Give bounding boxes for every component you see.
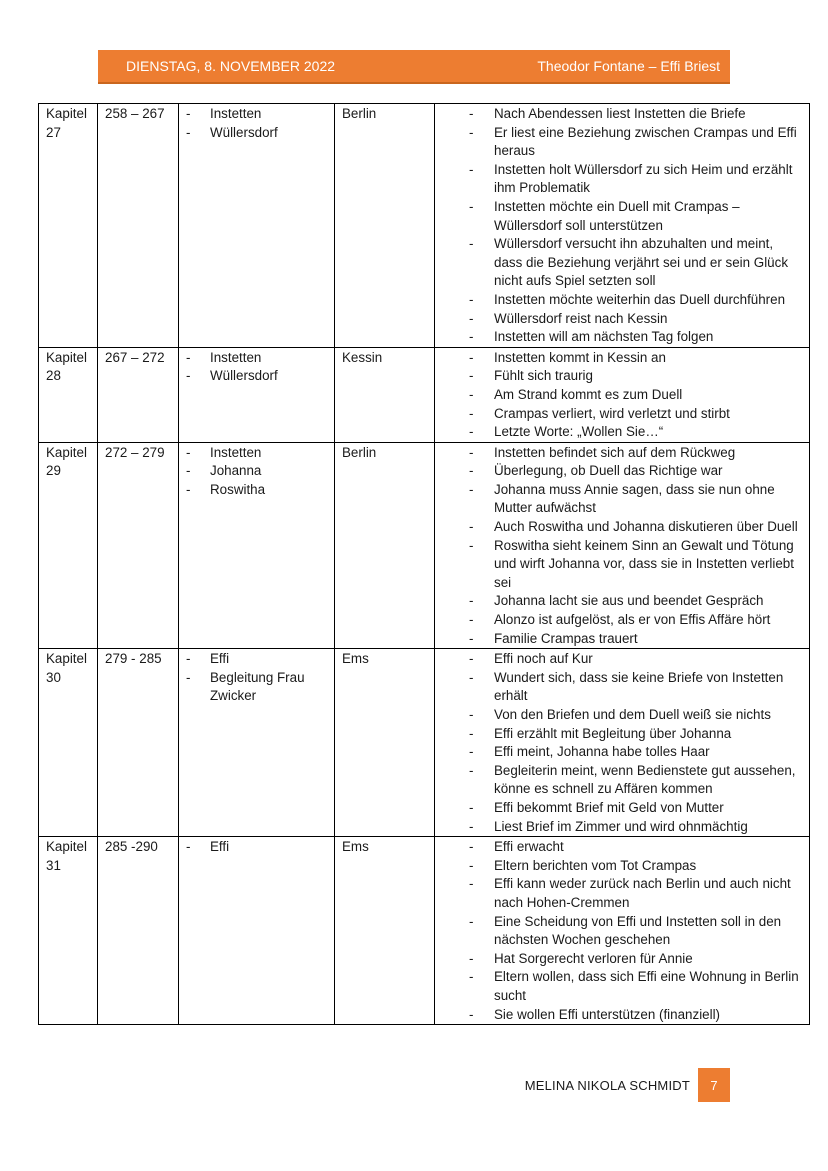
characters-list [186, 105, 328, 142]
location-cell: Ems [335, 837, 435, 1025]
event-item: - Instetten möchte ein Duell mit Crampas – Wüllersdorf soll unterstützen [442, 198, 803, 235]
event-item: - Instetten holt Wüllersdorf zu sich Heim und erzählt ihm Problematik [442, 161, 803, 198]
header-date: DIENSTAG, 8. NOVEMBER 2022 [126, 58, 336, 74]
character-item: - Johanna [186, 462, 328, 481]
events-cell [435, 442, 810, 649]
event-item: - Effi erzählt mit Begleitung über Johanna [442, 725, 803, 744]
event-item: - Effi bekommt Brief mit Geld von Mutter [442, 799, 803, 818]
table-row [39, 347, 810, 442]
pages-cell: 258 – 267 [98, 104, 179, 348]
events-list [442, 838, 803, 1024]
character-item: - Wüllersdorf [186, 124, 328, 143]
event-item: - Hat Sorgerecht verloren für Annie [442, 950, 803, 969]
character-item: - Effi [186, 650, 328, 669]
characters-list [186, 838, 328, 857]
characters-cell [179, 347, 335, 442]
event-item: - Effi kann weder zurück nach Berlin und auch nicht nach Hohen-Cremmen [442, 875, 803, 912]
table-row [39, 442, 810, 649]
event-item: - Familie Crampas trauert [442, 630, 803, 649]
event-item: - Er liest eine Beziehung zwischen Crampas und Effi heraus [442, 124, 803, 161]
event-item: - Am Strand kommt es zum Duell [442, 386, 803, 405]
event-item: - Von den Briefen und dem Duell weiß sie nichts [442, 706, 803, 725]
events-cell [435, 649, 810, 837]
events-list [442, 105, 803, 347]
event-item: - Alonzo ist aufgelöst, als er von Effis Affäre hört [442, 611, 803, 630]
event-item: - Johanna lacht sie aus und beendet Gespräch [442, 592, 803, 611]
page-number: 7 [698, 1068, 730, 1102]
chapter-cell: Kapitel 30 [39, 649, 98, 837]
event-item: - Fühlt sich traurig [442, 367, 803, 386]
page-header [98, 50, 730, 84]
pages-cell: 279 - 285 [98, 649, 179, 837]
footer-author: MELINA NIKOLA SCHMIDT [524, 1077, 690, 1093]
characters-cell [179, 104, 335, 348]
pages-cell: 267 – 272 [98, 347, 179, 442]
events-list [442, 444, 803, 649]
character-item: - Instetten [186, 444, 328, 463]
characters-cell [179, 442, 335, 649]
characters-list [186, 349, 328, 386]
chapter-cell: Kapitel 27 [39, 104, 98, 348]
character-item: - Instetten [186, 105, 328, 124]
character-item: - Wüllersdorf [186, 367, 328, 386]
character-item: - Instetten [186, 349, 328, 368]
event-item: - Überlegung, ob Duell das Richtige war [442, 462, 803, 481]
event-item: - Sie wollen Effi unterstützen (finanziell) [442, 1006, 803, 1025]
table-row [39, 649, 810, 837]
event-item: - Roswitha sieht keinem Sinn an Gewalt und Tötung und wirft Johanna vor, dass sie in Instetten verliebt sei [442, 537, 803, 593]
characters-cell [179, 649, 335, 837]
pages-cell: 285 -290 [98, 837, 179, 1025]
event-item: - Effi erwacht [442, 838, 803, 857]
event-item: - Wüllersdorf versucht ihn abzuhalten und meint, dass die Beziehung verjährt sei und er sein Glück nicht aufs Spiel setzten soll [442, 235, 803, 291]
table-row [39, 104, 810, 348]
table-row [39, 837, 810, 1025]
header-title: Theodor Fontane – Effi Briest [537, 58, 720, 74]
event-item: - Begleiterin meint, wenn Bedienstete gut aussehen, könne es schnell zu Affären kommen [442, 762, 803, 799]
event-item: - Liest Brief im Zimmer und wird ohnmächtig [442, 818, 803, 837]
character-item: - Effi [186, 838, 328, 857]
event-item: - Instetten befindet sich auf dem Rückweg [442, 444, 803, 463]
event-item: - Instetten möchte weiterhin das Duell durchführen [442, 291, 803, 310]
location-cell: Berlin [335, 442, 435, 649]
characters-list [186, 444, 328, 500]
location-cell: Berlin [335, 104, 435, 348]
event-item: - Auch Roswitha und Johanna diskutieren über Duell [442, 518, 803, 537]
event-item: - Effi noch auf Kur [442, 650, 803, 669]
chapter-cell: Kapitel 28 [39, 347, 98, 442]
event-item: - Instetten will am nächsten Tag folgen [442, 328, 803, 347]
event-item: - Eltern berichten vom Tot Crampas [442, 857, 803, 876]
events-list [442, 349, 803, 442]
characters-list [186, 650, 328, 706]
event-item: - Effi meint, Johanna habe tolles Haar [442, 743, 803, 762]
event-item: - Eine Scheidung von Effi und Instetten soll in den nächsten Wochen geschehen [442, 913, 803, 950]
chapter-cell: Kapitel 31 [39, 837, 98, 1025]
characters-cell [179, 837, 335, 1025]
event-item: - Johanna muss Annie sagen, dass sie nun ohne Mutter aufwächst [442, 481, 803, 518]
events-cell [435, 837, 810, 1025]
events-cell [435, 104, 810, 348]
events-list [442, 650, 803, 836]
location-cell: Ems [335, 649, 435, 837]
event-item: - Crampas verliert, wird verletzt und stirbt [442, 405, 803, 424]
page-footer [525, 1068, 730, 1102]
character-item: - Roswitha [186, 481, 328, 500]
chapter-table [38, 103, 810, 1025]
event-item: - Letzte Worte: „Wollen Sie…“ [442, 423, 803, 442]
event-item: - Instetten kommt in Kessin an [442, 349, 803, 368]
character-item: - Begleitung Frau Zwicker [186, 669, 328, 706]
chapter-cell: Kapitel 29 [39, 442, 98, 649]
event-item: - Eltern wollen, dass sich Effi eine Wohnung in Berlin sucht [442, 968, 803, 1005]
event-item: - Nach Abendessen liest Instetten die Briefe [442, 105, 803, 124]
event-item: - Wüllersdorf reist nach Kessin [442, 310, 803, 329]
location-cell: Kessin [335, 347, 435, 442]
event-item: - Wundert sich, dass sie keine Briefe von Instetten erhält [442, 669, 803, 706]
pages-cell: 272 – 279 [98, 442, 179, 649]
events-cell [435, 347, 810, 442]
